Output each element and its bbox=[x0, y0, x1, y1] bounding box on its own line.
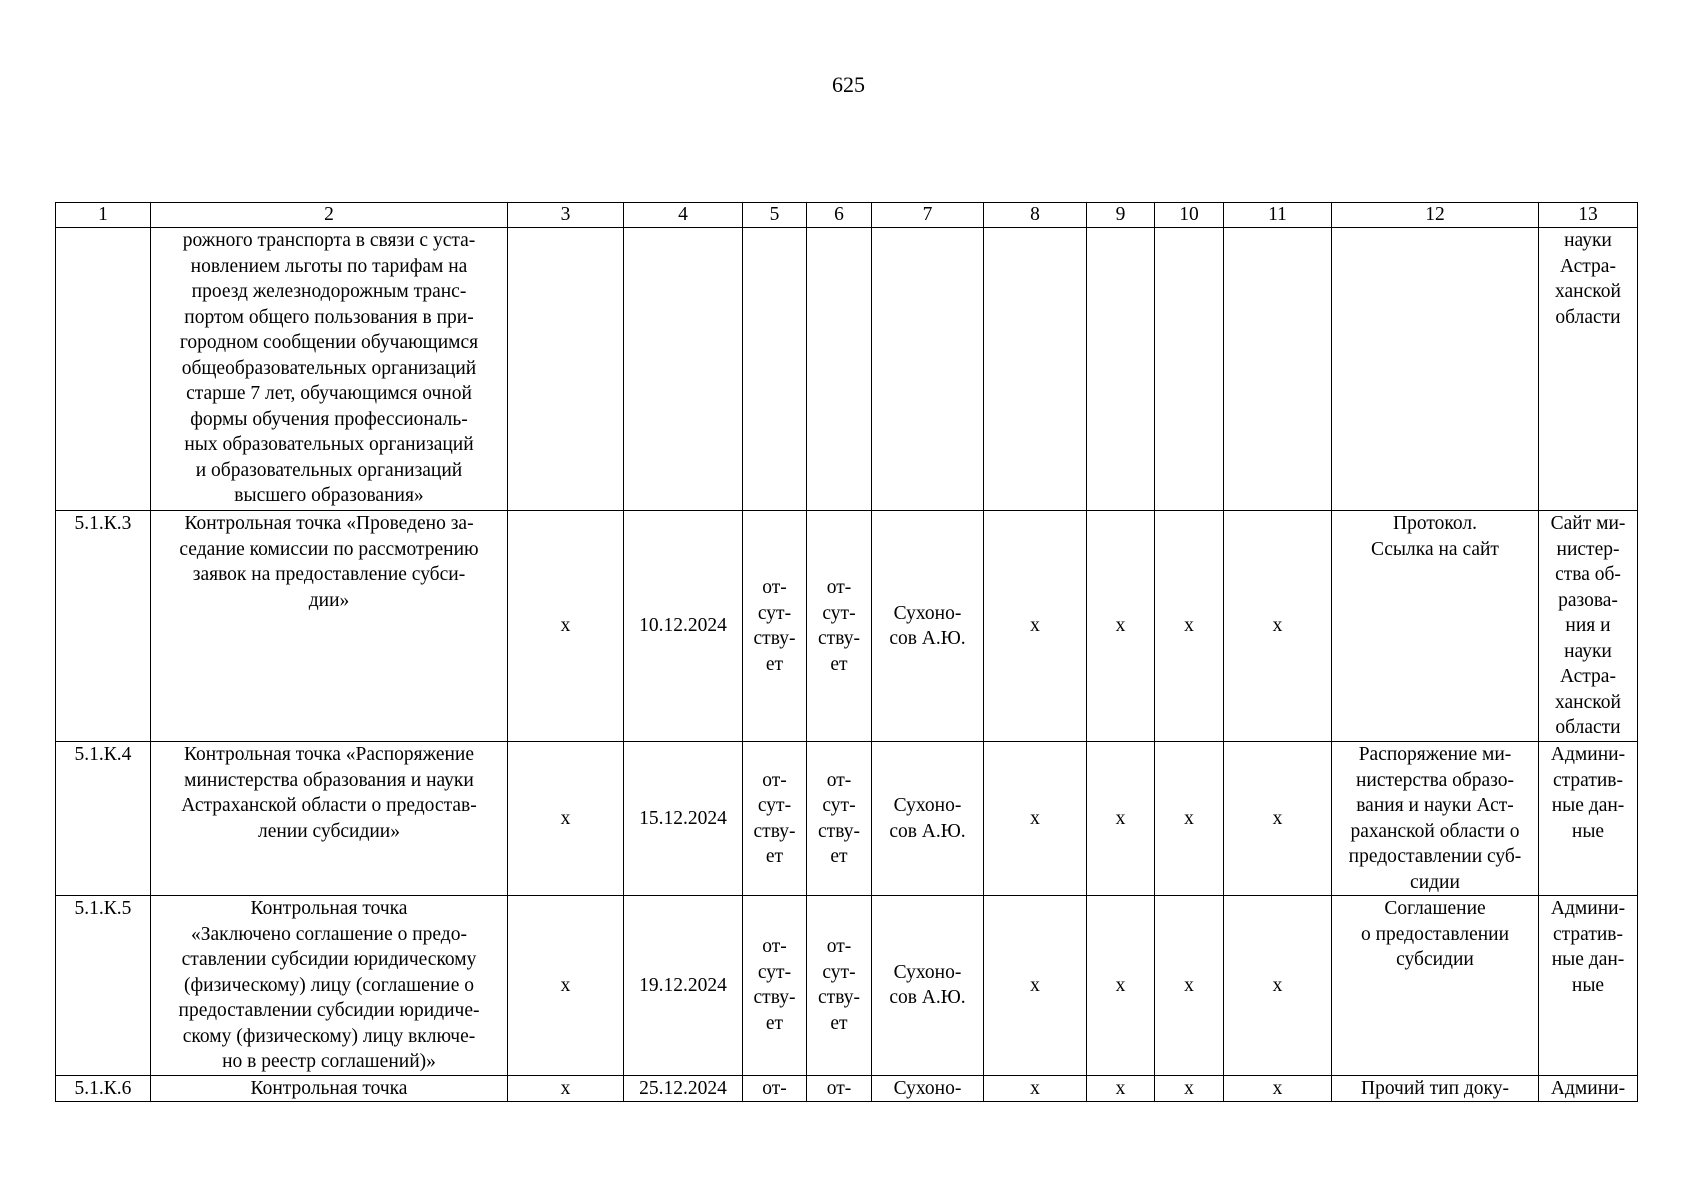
column-number: 5 bbox=[743, 203, 807, 228]
table-cell: х bbox=[1087, 896, 1155, 1076]
table-cell: от- сут- ству- ет bbox=[807, 896, 872, 1076]
row-number-cell: 5.1.К.4 bbox=[56, 742, 151, 896]
table-cell: от- сут- ству- ет bbox=[807, 742, 872, 896]
table-cell: х bbox=[984, 511, 1087, 742]
column-number: 13 bbox=[1539, 203, 1638, 228]
date-cell: 19.12.2024 bbox=[624, 896, 743, 1076]
table-cell: х bbox=[508, 896, 624, 1076]
description-cell: Контрольная точка «Распоряжение министерства образования и науки Астраханской области о предостав- лении субсидии» bbox=[151, 742, 508, 896]
table-cell: х bbox=[1087, 742, 1155, 896]
column-number: 2 bbox=[151, 203, 508, 228]
column-number: 11 bbox=[1224, 203, 1332, 228]
table-row bbox=[56, 228, 1638, 511]
description-cell: Контрольная точка bbox=[151, 1075, 508, 1102]
column-number: 7 bbox=[872, 203, 984, 228]
table-cell: х bbox=[1087, 511, 1155, 742]
table-cell: х bbox=[1224, 1075, 1332, 1102]
table-cell: х bbox=[508, 511, 624, 742]
row-number-cell: 5.1.К.5 bbox=[56, 896, 151, 1076]
table-cell bbox=[1224, 228, 1332, 511]
source-cell: Админи- стратив- ные дан- ные bbox=[1539, 896, 1638, 1076]
table-row bbox=[56, 742, 1638, 896]
column-number: 3 bbox=[508, 203, 624, 228]
table-cell: х bbox=[508, 742, 624, 896]
description-cell: Контрольная точка «Заключено соглашение о предо- ставлении субсидии юридическому (физическому) лицу (соглашение о предоставлении субсидии юридиче- скому (физическому) лицу включе- но в реестр соглашений)» bbox=[151, 896, 508, 1076]
table-row bbox=[56, 1075, 1638, 1102]
table-cell: от- сут- ству- ет bbox=[743, 896, 807, 1076]
table-cell bbox=[872, 228, 984, 511]
date-cell: 10.12.2024 bbox=[624, 511, 743, 742]
description-cell: Контрольная точка «Проведено за- седание комиссии по рассмотрению заявок на предоставление субси- дии» bbox=[151, 511, 508, 742]
document-type-cell: Соглашение о предоставлении субсидии bbox=[1332, 896, 1539, 1076]
table-cell: от- сут- ству- ет bbox=[743, 511, 807, 742]
table-cell bbox=[624, 228, 743, 511]
column-number: 9 bbox=[1087, 203, 1155, 228]
table-cell bbox=[743, 228, 807, 511]
responsible-cell: Сухоно- сов А.Ю. bbox=[872, 896, 984, 1076]
source-cell: науки Астра- ханской области bbox=[1539, 228, 1638, 511]
page-number: 625 bbox=[832, 72, 865, 97]
table-cell: х bbox=[1224, 511, 1332, 742]
table-cell: от- bbox=[807, 1075, 872, 1102]
row-number-cell: 5.1.К.3 bbox=[56, 511, 151, 742]
table-cell bbox=[807, 228, 872, 511]
table-cell bbox=[1087, 228, 1155, 511]
column-number: 8 bbox=[984, 203, 1087, 228]
column-number: 6 bbox=[807, 203, 872, 228]
description-cell: рожного транспорта в связи с уста- новлением льготы по тарифам на проезд железнодорожным транс- портом общего пользования в при- городном сообщении обучающимся общеобразовательных организаций старше 7 лет, обучающимся очной формы обучения профессиональ- ных образовательных организаций и образовательных организаций высшего образования» bbox=[151, 228, 508, 511]
column-number: 12 bbox=[1332, 203, 1539, 228]
table-cell: от- сут- ству- ет bbox=[743, 742, 807, 896]
table-cell: х bbox=[1155, 896, 1224, 1076]
source-cell: Админи- стратив- ные дан- ные bbox=[1539, 742, 1638, 896]
date-cell: 25.12.2024 bbox=[624, 1075, 743, 1102]
table-cell: х bbox=[1155, 742, 1224, 896]
table-row bbox=[56, 511, 1638, 742]
date-cell: 15.12.2024 bbox=[624, 742, 743, 896]
table-row bbox=[56, 896, 1638, 1076]
plan-table bbox=[55, 202, 1638, 1102]
table-cell: х bbox=[984, 896, 1087, 1076]
table-cell: х bbox=[1155, 511, 1224, 742]
row-number-cell bbox=[56, 228, 151, 511]
responsible-cell: Сухоно- сов А.Ю. bbox=[872, 511, 984, 742]
column-number: 10 bbox=[1155, 203, 1224, 228]
source-cell: Админи- bbox=[1539, 1075, 1638, 1102]
responsible-cell: Сухоно- сов А.Ю. bbox=[872, 742, 984, 896]
document-type-cell: Распоряжение ми- нистерства образо- вания и науки Аст- раханской области о предоставлении суб- сидии bbox=[1332, 742, 1539, 896]
table-cell: х bbox=[1224, 742, 1332, 896]
column-number-row bbox=[56, 203, 1638, 228]
column-number: 1 bbox=[56, 203, 151, 228]
table-cell: от- bbox=[743, 1075, 807, 1102]
document-type-cell: Прочий тип доку- bbox=[1332, 1075, 1539, 1102]
table-cell bbox=[984, 228, 1087, 511]
table-cell: х bbox=[508, 1075, 624, 1102]
table-cell bbox=[1155, 228, 1224, 511]
table-cell bbox=[508, 228, 624, 511]
column-number: 4 bbox=[624, 203, 743, 228]
table-cell: х bbox=[1224, 896, 1332, 1076]
document-type-cell: Протокол. Ссылка на сайт bbox=[1332, 511, 1539, 742]
table-cell: х bbox=[984, 1075, 1087, 1102]
table-cell: х bbox=[984, 742, 1087, 896]
source-cell: Сайт ми- нистер- ства об- разова- ния и науки Астра- ханской области bbox=[1539, 511, 1638, 742]
table-cell: от- сут- ству- ет bbox=[807, 511, 872, 742]
table-cell: х bbox=[1087, 1075, 1155, 1102]
table-cell: х bbox=[1155, 1075, 1224, 1102]
row-number-cell: 5.1.К.6 bbox=[56, 1075, 151, 1102]
responsible-cell: Сухоно- bbox=[872, 1075, 984, 1102]
table-cell bbox=[1332, 228, 1539, 511]
